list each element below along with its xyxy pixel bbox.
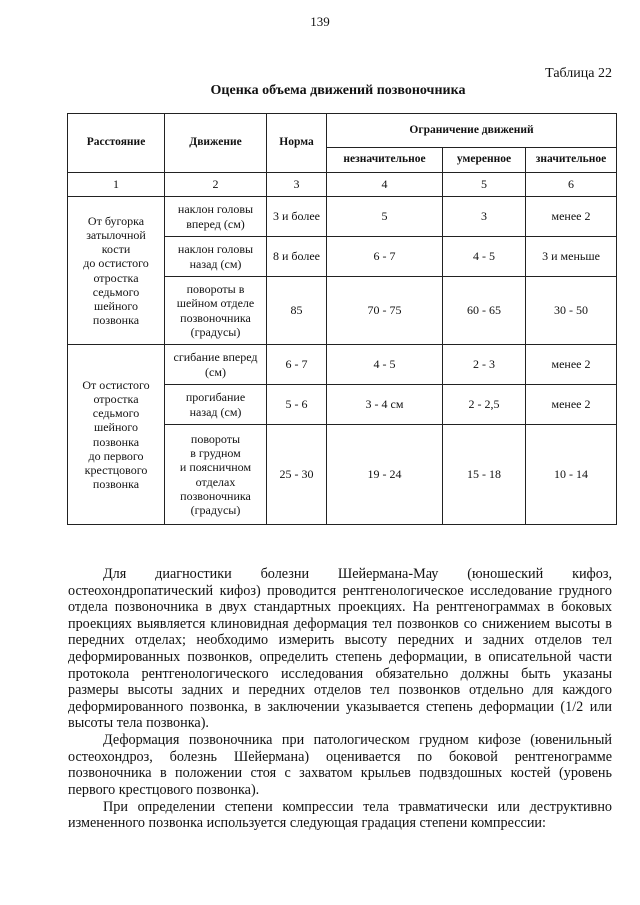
movement-line: шейном отделе bbox=[176, 296, 255, 311]
page-number: 139 bbox=[310, 14, 330, 29]
distance-line: позвонка bbox=[92, 476, 140, 491]
norm-cell: 25 - 30 bbox=[267, 425, 327, 525]
distance-cell bbox=[68, 197, 165, 345]
distance-line: позвонка bbox=[92, 434, 140, 449]
movement-cell bbox=[165, 425, 267, 525]
movement-line: (градусы) bbox=[190, 324, 241, 339]
distance-cell bbox=[68, 345, 165, 525]
moderate-cell: 2 - 3 bbox=[443, 345, 526, 385]
slight-cell: 4 - 5 bbox=[327, 345, 443, 385]
norm-cell: 85 bbox=[267, 277, 327, 345]
distance-line: крестцового bbox=[84, 462, 148, 477]
movement-line: повороты в bbox=[186, 282, 245, 297]
movement-line: назад (см) bbox=[189, 256, 242, 271]
significant-cell: 10 - 14 bbox=[526, 425, 617, 525]
movement-cell bbox=[165, 345, 267, 385]
paragraph: Деформация позвоночника при патологическом грудном кифозе (ювенильный остеохондроз, болезнь Шейермана) оценивается по боковой рентгенограмме позвоночника в положении стоя с захватом крыльев подвздошных костей (уровень первого крестцового позвонка). bbox=[68, 732, 612, 798]
movement-line: отделах bbox=[195, 474, 236, 489]
header-distance: Расстояние bbox=[68, 114, 165, 173]
column-number: 2 bbox=[165, 173, 267, 197]
moderate-cell: 15 - 18 bbox=[443, 425, 526, 525]
significant-cell: 3 и меньше bbox=[526, 237, 617, 277]
column-number: 4 bbox=[327, 173, 443, 197]
distance-line: отростка bbox=[93, 392, 139, 407]
movement-cell bbox=[165, 197, 267, 237]
distance-line: кости bbox=[101, 242, 131, 257]
header-significant: значительное bbox=[526, 148, 617, 173]
table-label: Таблица 22 bbox=[545, 66, 612, 81]
slight-cell: 19 - 24 bbox=[327, 425, 443, 525]
moderate-cell: 2 - 2,5 bbox=[443, 385, 526, 425]
slight-cell: 70 - 75 bbox=[327, 277, 443, 345]
paragraph: Для диагностики болезни Шейермана-Мау (юношеский кифоз, остеохондропатический кифоз) проводится рентгенологическое исследование грудного отдела позвоночника в двух стандартных проекциях. На рентгенограммах в боковых проекциях выявляется клиновидная деформация тел позвонков со снижением высоты в передних отделах; необходимо измерить высоту передних и задних отделов тел деформированных позвонков, определить степень деформации, в описательной части протокола рентгенологического исследования обязательно должны быть указаны размеры высоты задних и передних отделов тел позвонков отдельно для каждого деформированного позвонка, в заключении указывается степень деформации (1/2 или высоты тела позвонка). bbox=[68, 566, 612, 732]
slight-cell: 5 bbox=[327, 197, 443, 237]
distance-line: до первого bbox=[88, 448, 144, 463]
distance-line: шейного bbox=[93, 298, 139, 313]
distance-line: От остистого bbox=[82, 377, 150, 392]
movement-cell bbox=[165, 277, 267, 345]
movement-line: назад (см) bbox=[189, 404, 242, 419]
norm-cell: 6 - 7 bbox=[267, 345, 327, 385]
column-number: 6 bbox=[526, 173, 617, 197]
moderate-cell: 60 - 65 bbox=[443, 277, 526, 345]
movement-line: вперед (см) bbox=[186, 216, 245, 231]
significant-cell: менее 2 bbox=[526, 385, 617, 425]
moderate-cell: 4 - 5 bbox=[443, 237, 526, 277]
distance-line: седьмого bbox=[92, 406, 140, 421]
table-row bbox=[68, 197, 617, 237]
body-text bbox=[68, 566, 612, 832]
column-number: 1 bbox=[68, 173, 165, 197]
distance-line: отростка bbox=[93, 270, 139, 285]
significant-cell: менее 2 bbox=[526, 345, 617, 385]
slight-cell: 6 - 7 bbox=[327, 237, 443, 277]
slight-cell: 3 - 4 см bbox=[327, 385, 443, 425]
distance-line: затылочной bbox=[86, 228, 146, 243]
distance-line: шейного bbox=[93, 420, 139, 435]
paragraph: При определении степени компрессии тела травматически или деструктивно измененного позвонка используется следующая градация степени компрессии: bbox=[68, 798, 612, 832]
header-limitation: Ограничение движений bbox=[327, 114, 617, 148]
movement-line: позвоночника bbox=[180, 488, 251, 503]
moderate-cell: 3 bbox=[443, 197, 526, 237]
movement-line: (градусы) bbox=[190, 502, 241, 517]
table-row bbox=[68, 345, 617, 385]
significant-cell: 30 - 50 bbox=[526, 277, 617, 345]
movement-line: позвоночника bbox=[180, 310, 251, 325]
movement-line: повороты bbox=[190, 432, 241, 447]
movement-line: наклон головы bbox=[177, 242, 254, 257]
table-title: Оценка объема движений позвоночника bbox=[210, 83, 466, 98]
distance-line: седьмого bbox=[92, 284, 140, 299]
significant-cell: менее 2 bbox=[526, 197, 617, 237]
distance-line: От бугорка bbox=[87, 213, 145, 228]
distance-line: до остистого bbox=[83, 256, 149, 271]
column-number: 3 bbox=[267, 173, 327, 197]
movement-line: сгибание вперед bbox=[173, 350, 258, 365]
motion-range-table bbox=[67, 113, 617, 525]
header-moderate: умеренное bbox=[443, 148, 526, 173]
movement-cell bbox=[165, 237, 267, 277]
distance-line: позвонка bbox=[92, 312, 140, 327]
header-movement: Движение bbox=[165, 114, 267, 173]
movement-line: прогибание bbox=[185, 390, 246, 405]
movement-line: и поясничном bbox=[179, 460, 252, 475]
column-number: 5 bbox=[443, 173, 526, 197]
header-norm: Норма bbox=[267, 114, 327, 173]
norm-cell: 5 - 6 bbox=[267, 385, 327, 425]
movement-cell bbox=[165, 385, 267, 425]
norm-cell: 8 и более bbox=[267, 237, 327, 277]
movement-line: (см) bbox=[205, 364, 226, 379]
norm-cell: 3 и более bbox=[267, 197, 327, 237]
movement-line: наклон головы bbox=[177, 202, 254, 217]
movement-line: в грудном bbox=[190, 446, 241, 461]
header-slight: незначительное bbox=[327, 148, 443, 173]
